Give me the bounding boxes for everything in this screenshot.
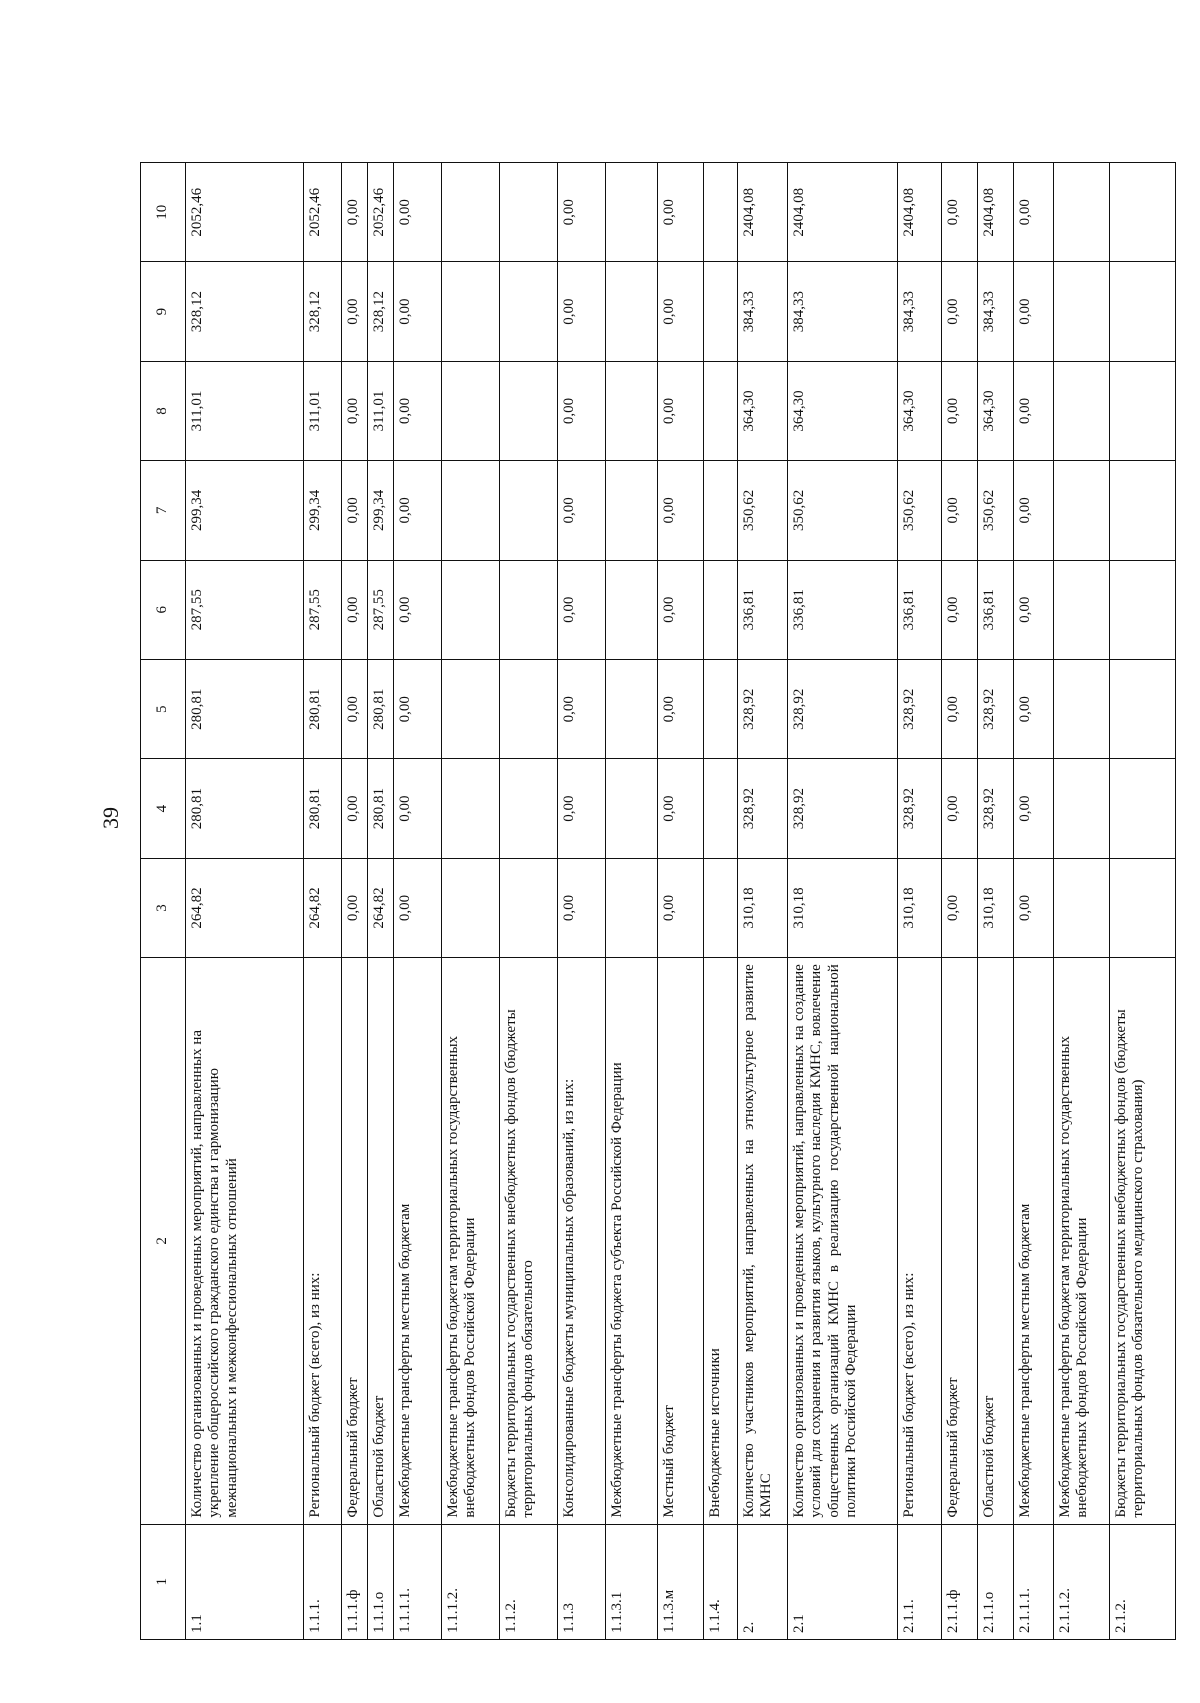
row-value: 350,62 xyxy=(898,461,942,560)
row-value: 280,81 xyxy=(304,659,342,758)
page-number: 39 xyxy=(98,807,123,829)
row-code: 1.1 xyxy=(186,1524,304,1639)
row-value: 364,30 xyxy=(898,361,942,460)
row-value: 0,00 xyxy=(394,262,442,361)
row-value xyxy=(442,858,500,957)
row-code: 1.1.1.1. xyxy=(394,1524,442,1639)
row-code: 2.1.1.2. xyxy=(1054,1524,1110,1639)
row-value xyxy=(442,163,500,262)
column-header: 7 xyxy=(141,461,186,560)
column-header: 2 xyxy=(141,958,186,1524)
row-value: 0,00 xyxy=(342,262,368,361)
row-value: 0,00 xyxy=(1014,560,1054,659)
row-value xyxy=(1054,560,1110,659)
row-value: 0,00 xyxy=(658,262,704,361)
row-value: 0,00 xyxy=(1014,361,1054,460)
row-value xyxy=(442,262,500,361)
row-value: 336,81 xyxy=(898,560,942,659)
row-value xyxy=(1110,361,1176,460)
row-value: 0,00 xyxy=(394,858,442,957)
row-value: 287,55 xyxy=(304,560,342,659)
budget-table xyxy=(140,162,1176,1640)
row-value xyxy=(704,262,738,361)
row-value xyxy=(1110,262,1176,361)
row-code: 2.1 xyxy=(788,1524,898,1639)
row-value: 336,81 xyxy=(788,560,898,659)
row-value xyxy=(704,759,738,858)
row-value: 0,00 xyxy=(558,560,606,659)
row-code: 1.1.2. xyxy=(500,1524,558,1639)
table-row xyxy=(500,163,558,1640)
row-value: 0,00 xyxy=(942,759,978,858)
table-header-row xyxy=(141,163,186,1640)
row-value xyxy=(500,262,558,361)
row-value xyxy=(1110,461,1176,560)
row-label: Количество организованных и проведенных мероприятий, направленных на создание условий для сохранения и развития языков, культурного наследия КМНС, вовлечение общественных организаций КМНС в реализацию государственной национальной политики Российской Федерации xyxy=(788,958,898,1524)
row-value: 0,00 xyxy=(1014,163,1054,262)
row-value: 328,12 xyxy=(186,262,304,361)
row-value: 310,18 xyxy=(738,858,788,957)
row-value xyxy=(704,858,738,957)
row-value: 0,00 xyxy=(394,461,442,560)
row-value: 0,00 xyxy=(394,163,442,262)
row-value: 0,00 xyxy=(658,659,704,758)
row-value xyxy=(500,163,558,262)
row-value xyxy=(500,361,558,460)
row-value: 264,82 xyxy=(368,858,394,957)
row-value: 328,12 xyxy=(304,262,342,361)
row-value: 364,30 xyxy=(978,361,1014,460)
row-value: 0,00 xyxy=(942,361,978,460)
row-value: 0,00 xyxy=(658,560,704,659)
row-value: 328,92 xyxy=(788,759,898,858)
row-value: 2052,46 xyxy=(186,163,304,262)
row-value xyxy=(1110,163,1176,262)
row-value: 2404,08 xyxy=(738,163,788,262)
row-value: 0,00 xyxy=(558,858,606,957)
row-value xyxy=(442,560,500,659)
row-value: 264,82 xyxy=(186,858,304,957)
table-row xyxy=(394,163,442,1640)
row-value xyxy=(704,163,738,262)
row-value: 0,00 xyxy=(942,659,978,758)
row-value xyxy=(704,461,738,560)
table-row xyxy=(1014,163,1054,1640)
row-value: 336,81 xyxy=(738,560,788,659)
row-code: 2.1.1.о xyxy=(978,1524,1014,1639)
row-label: Бюджеты территориальных государственных внебюджетных фондов (бюджеты территориальных фондов обязательного xyxy=(500,958,558,1524)
row-value xyxy=(500,659,558,758)
row-value xyxy=(1110,560,1176,659)
row-value xyxy=(1054,262,1110,361)
table-row xyxy=(304,163,342,1640)
row-value: 299,34 xyxy=(186,461,304,560)
row-value: 364,30 xyxy=(738,361,788,460)
row-value xyxy=(606,560,658,659)
row-label: Региональный бюджет (всего), из них: xyxy=(898,958,942,1524)
row-label: Федеральный бюджет xyxy=(942,958,978,1524)
row-value: 0,00 xyxy=(942,262,978,361)
row-value: 2404,08 xyxy=(978,163,1014,262)
table-row xyxy=(942,163,978,1640)
column-header: 10 xyxy=(141,163,186,262)
row-value xyxy=(1054,461,1110,560)
row-value: 350,62 xyxy=(788,461,898,560)
row-value xyxy=(704,659,738,758)
row-value: 310,18 xyxy=(898,858,942,957)
row-value: 328,92 xyxy=(978,659,1014,758)
row-value: 0,00 xyxy=(658,163,704,262)
row-label: Внебюджетные источники xyxy=(704,958,738,1524)
table-body xyxy=(186,163,1176,1640)
row-value: 311,01 xyxy=(304,361,342,460)
column-header: 3 xyxy=(141,858,186,957)
row-value xyxy=(606,262,658,361)
row-code: 2.1.1.ф xyxy=(942,1524,978,1639)
row-value: 0,00 xyxy=(558,262,606,361)
row-value: 0,00 xyxy=(942,461,978,560)
row-label: Межбюджетные трансферты бюджетам территориальных государственных внебюджетных фондов Российской Федерации xyxy=(442,958,500,1524)
column-header: 8 xyxy=(141,361,186,460)
row-value: 0,00 xyxy=(658,858,704,957)
row-label: Федеральный бюджет xyxy=(342,958,368,1524)
row-value: 0,00 xyxy=(342,659,368,758)
row-code: 1.1.4. xyxy=(704,1524,738,1639)
row-value: 0,00 xyxy=(342,163,368,262)
row-value: 328,92 xyxy=(788,659,898,758)
row-value: 0,00 xyxy=(558,659,606,758)
row-value: 328,12 xyxy=(368,262,394,361)
row-value xyxy=(500,759,558,858)
row-value: 0,00 xyxy=(658,759,704,858)
row-label: Межбюджетные трансферты бюджета субъекта Российской Федерации xyxy=(606,958,658,1524)
row-value: 264,82 xyxy=(304,858,342,957)
row-value: 280,81 xyxy=(186,659,304,758)
row-code: 1.1.3.м xyxy=(658,1524,704,1639)
table-row xyxy=(186,163,304,1640)
row-value: 280,81 xyxy=(368,659,394,758)
row-label: Местный бюджет xyxy=(658,958,704,1524)
row-label: Бюджеты территориальных государственных внебюджетных фондов (бюджеты территориальных фондов обязательного медицинского страхования) xyxy=(1110,958,1176,1524)
row-value xyxy=(606,858,658,957)
rotated-table-frame xyxy=(140,162,1160,1640)
row-value: 0,00 xyxy=(1014,461,1054,560)
row-value: 0,00 xyxy=(658,361,704,460)
table-row xyxy=(606,163,658,1640)
row-value: 328,92 xyxy=(898,759,942,858)
row-code: 2.1.1. xyxy=(898,1524,942,1639)
table-row xyxy=(788,163,898,1640)
row-code: 1.1.3 xyxy=(558,1524,606,1639)
row-code: 2. xyxy=(738,1524,788,1639)
row-value: 364,30 xyxy=(788,361,898,460)
table-row xyxy=(658,163,704,1640)
row-value: 2052,46 xyxy=(368,163,394,262)
row-code: 2.1.2. xyxy=(1110,1524,1176,1639)
row-value xyxy=(1054,659,1110,758)
row-value: 280,81 xyxy=(304,759,342,858)
row-value xyxy=(442,759,500,858)
row-value: 310,18 xyxy=(978,858,1014,957)
row-value: 350,62 xyxy=(738,461,788,560)
table-row xyxy=(442,163,500,1640)
row-value: 280,81 xyxy=(368,759,394,858)
column-header: 5 xyxy=(141,659,186,758)
row-code: 1.1.1.о xyxy=(368,1524,394,1639)
row-value: 2404,08 xyxy=(898,163,942,262)
row-value: 384,33 xyxy=(978,262,1014,361)
row-value: 328,92 xyxy=(898,659,942,758)
row-value xyxy=(500,560,558,659)
row-value xyxy=(500,461,558,560)
row-value: 384,33 xyxy=(738,262,788,361)
row-value: 0,00 xyxy=(558,759,606,858)
row-value: 0,00 xyxy=(342,361,368,460)
row-value xyxy=(442,659,500,758)
row-value: 287,55 xyxy=(186,560,304,659)
row-value: 0,00 xyxy=(558,461,606,560)
row-value xyxy=(606,461,658,560)
row-value: 0,00 xyxy=(558,163,606,262)
row-value: 0,00 xyxy=(342,560,368,659)
row-value: 0,00 xyxy=(1014,759,1054,858)
row-value: 0,00 xyxy=(342,858,368,957)
row-value: 2404,08 xyxy=(788,163,898,262)
row-label: Региональный бюджет (всего), из них: xyxy=(304,958,342,1524)
table-row xyxy=(558,163,606,1640)
row-label: Консолидированные бюджеты муниципальных образований, из них: xyxy=(558,958,606,1524)
row-value xyxy=(1110,858,1176,957)
row-label: Межбюджетные трансферты местным бюджетам xyxy=(1014,958,1054,1524)
row-code: 1.1.1.2. xyxy=(442,1524,500,1639)
column-header: 6 xyxy=(141,560,186,659)
row-value: 299,34 xyxy=(368,461,394,560)
row-value: 2052,46 xyxy=(304,163,342,262)
row-code: 1.1.3.1 xyxy=(606,1524,658,1639)
row-value: 0,00 xyxy=(394,659,442,758)
row-value xyxy=(1110,659,1176,758)
row-value xyxy=(606,361,658,460)
row-code: 1.1.1. xyxy=(304,1524,342,1639)
table-row xyxy=(1054,163,1110,1640)
row-value xyxy=(1054,858,1110,957)
row-value: 0,00 xyxy=(394,759,442,858)
row-value: 0,00 xyxy=(942,858,978,957)
row-value: 336,81 xyxy=(978,560,1014,659)
row-value: 328,92 xyxy=(738,759,788,858)
row-value xyxy=(1054,163,1110,262)
row-label: Межбюджетные трансферты бюджетам территориальных государственных внебюджетных фондов Российской Федерации xyxy=(1054,958,1110,1524)
row-value: 328,92 xyxy=(978,759,1014,858)
row-value xyxy=(606,759,658,858)
table-row xyxy=(738,163,788,1640)
row-value xyxy=(500,858,558,957)
column-header: 9 xyxy=(141,262,186,361)
row-label: Межбюджетные трансферты местным бюджетам xyxy=(394,958,442,1524)
table-row xyxy=(978,163,1014,1640)
row-value: 350,62 xyxy=(978,461,1014,560)
row-code: 2.1.1.1. xyxy=(1014,1524,1054,1639)
row-value xyxy=(606,659,658,758)
row-value: 311,01 xyxy=(186,361,304,460)
table-row xyxy=(898,163,942,1640)
row-value xyxy=(442,461,500,560)
row-value: 0,00 xyxy=(394,361,442,460)
row-value xyxy=(704,361,738,460)
row-value: 0,00 xyxy=(1014,858,1054,957)
row-value: 280,81 xyxy=(186,759,304,858)
row-value: 0,00 xyxy=(342,461,368,560)
table-row xyxy=(704,163,738,1640)
row-label: Количество организованных и проведенных мероприятий, направленных на укрепление общероссийского гражданского единства и гармонизацию межнациональных и межконфессиональных отношений xyxy=(186,958,304,1524)
row-value: 328,92 xyxy=(738,659,788,758)
row-code: 1.1.1.ф xyxy=(342,1524,368,1639)
row-value: 0,00 xyxy=(658,461,704,560)
table-row xyxy=(1110,163,1176,1640)
row-value xyxy=(442,361,500,460)
row-label: Областной бюджет xyxy=(368,958,394,1524)
row-value: 0,00 xyxy=(942,560,978,659)
row-value: 0,00 xyxy=(1014,262,1054,361)
row-label: Количество участников мероприятий, направленных на этнокультурное развитие КМНС xyxy=(738,958,788,1524)
row-value: 287,55 xyxy=(368,560,394,659)
column-header: 4 xyxy=(141,759,186,858)
row-value xyxy=(1054,361,1110,460)
row-value: 0,00 xyxy=(942,163,978,262)
column-header: 1 xyxy=(141,1524,186,1639)
table-row xyxy=(368,163,394,1640)
row-value: 384,33 xyxy=(898,262,942,361)
row-value xyxy=(704,560,738,659)
row-value: 0,00 xyxy=(558,361,606,460)
row-value: 299,34 xyxy=(304,461,342,560)
row-value: 384,33 xyxy=(788,262,898,361)
row-value xyxy=(1110,759,1176,858)
row-value: 310,18 xyxy=(788,858,898,957)
row-value xyxy=(1054,759,1110,858)
table-row xyxy=(342,163,368,1640)
row-value: 0,00 xyxy=(1014,659,1054,758)
row-value xyxy=(606,163,658,262)
row-value: 0,00 xyxy=(394,560,442,659)
table-rotation-wrapper xyxy=(140,162,1160,1640)
row-value: 0,00 xyxy=(342,759,368,858)
row-value: 311,01 xyxy=(368,361,394,460)
row-label: Областной бюджет xyxy=(978,958,1014,1524)
